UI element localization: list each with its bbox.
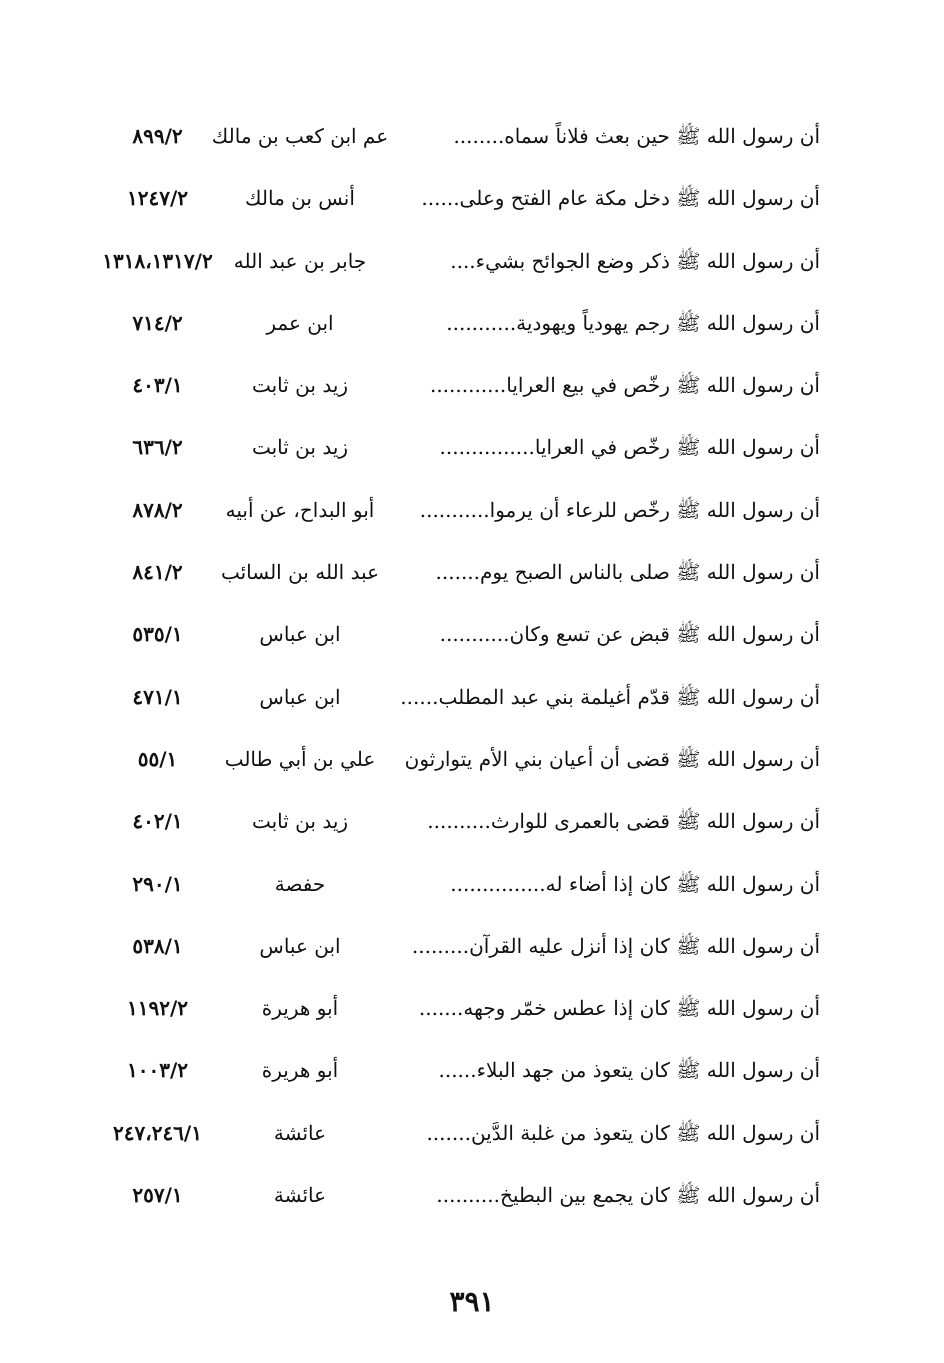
hadith-text: أن رسول الله ﷺ كان إذا عطس خمّر وجهه....... [418, 996, 820, 1021]
volume-page-reference: ٥٣٥/١ [132, 622, 183, 647]
index-entry [95, 357, 820, 419]
index-entry [95, 108, 820, 170]
index-entry [95, 980, 820, 1042]
volume-page-reference: ٧١٤/٢ [132, 310, 183, 335]
index-entry [95, 918, 820, 980]
volume-page-reference: ٨٧٨/٢ [132, 497, 183, 522]
hadith-text: أن رسول الله ﷺ رجم يهودياً ويهودية........... [446, 310, 820, 335]
narrator-name: أبو البداح، عن أبيه [225, 497, 375, 522]
narrator-name: جابر بن عبد الله [233, 248, 367, 273]
narrator-name: أبو هريرة [261, 1058, 339, 1083]
index-entry [95, 669, 820, 731]
narrator-name: عبد الله بن السائب [220, 560, 380, 585]
narrator-name: علي بن أبي طالب [224, 746, 376, 771]
narrator-name: ابن عباس [259, 684, 341, 709]
narrator-name: عائشة [273, 1120, 327, 1145]
hadith-text: أن رسول الله ﷺ كان يتعوذ من غلبة الدَّين....... [426, 1120, 820, 1145]
volume-page-reference: ١١٩٢/٢ [126, 996, 188, 1021]
volume-page-reference: ١٣١٨،١٣١٧/٢ [102, 248, 213, 273]
hadith-text: أن رسول الله ﷺ ذكر وضع الجوائح بشيء.... [450, 248, 820, 273]
volume-page-reference: ٤٧١/١ [132, 684, 183, 709]
narrator-name: ابن عمر [266, 310, 334, 335]
volume-page-reference: ٨٤١/٢ [132, 560, 183, 585]
index-entry [95, 606, 820, 668]
narrator-name: أبو هريرة [261, 996, 339, 1021]
index-entry [95, 731, 820, 793]
narrator-name: أنس بن مالك [245, 186, 355, 211]
narrator-name: عائشة [273, 1183, 327, 1208]
hadith-text: أن رسول الله ﷺ حين بعث فلاناً سماه........ [453, 124, 820, 148]
volume-page-reference: ٤٠٢/١ [132, 809, 183, 834]
index-entry [95, 233, 820, 295]
hadith-text: أن رسول الله ﷺ صلى بالناس الصبح يوم....... [435, 560, 820, 585]
volume-page-reference: ٨٩٩/٢ [132, 124, 183, 148]
index-entry [95, 1167, 820, 1229]
volume-page-reference: ٤٠٣/١ [132, 373, 183, 398]
hadith-text: أن رسول الله ﷺ كان يجمع بين البطيخ.......... [436, 1183, 820, 1208]
hadith-text: أن رسول الله ﷺ قضى أن أعيان بني الأم يتوارثون [404, 746, 820, 771]
index-entry [95, 419, 820, 481]
index-entry [95, 482, 820, 544]
narrator-name: ابن عباس [259, 933, 341, 958]
hadith-text: أن رسول الله ﷺ قبض عن تسع وكان........... [439, 622, 820, 647]
hadith-text: أن رسول الله ﷺ دخل مكة عام الفتح وعلى...... [421, 186, 820, 211]
narrator-name: عم ابن كعب بن مالك [211, 124, 389, 148]
volume-page-reference: ٢٤٧،٢٤٦/١ [113, 1120, 202, 1145]
volume-page-reference: ٥٥/١ [137, 746, 178, 771]
narrator-name: زيد بن ثابت [251, 809, 349, 834]
index-entry [95, 793, 820, 855]
index-entry [95, 544, 820, 606]
index-entry [95, 295, 820, 357]
index-entry [95, 170, 820, 232]
hadith-text: أن رسول الله ﷺ قدّم أغيلمة بني عبد المطلب...... [400, 684, 820, 709]
index-entry [95, 1105, 820, 1167]
hadith-index-list [95, 108, 820, 1229]
volume-page-reference: ٢٩٠/١ [132, 871, 183, 896]
volume-page-reference: ٦٣٦/٢ [132, 435, 183, 460]
hadith-text: أن رسول الله ﷺ رخّص في العرايا............... [439, 435, 820, 460]
volume-page-reference: ١٢٤٧/٢ [126, 186, 188, 211]
hadith-text: أن رسول الله ﷺ رخّص في بيع العرايا............ [429, 373, 820, 398]
hadith-text: أن رسول الله ﷺ قضى بالعمرى للوارث.......... [427, 809, 820, 834]
volume-page-reference: ١٠٠٣/٢ [126, 1058, 188, 1083]
volume-page-reference: ٢٥٧/١ [132, 1183, 183, 1208]
narrator-name: زيد بن ثابت [251, 373, 349, 398]
narrator-name: زيد بن ثابت [251, 435, 349, 460]
hadith-text: أن رسول الله ﷺ رخّص للرعاء أن يرموا........... [419, 497, 820, 522]
page-number: ٣٩١ [449, 1285, 495, 1318]
index-entry [95, 856, 820, 918]
volume-page-reference: ٥٣٨/١ [132, 933, 183, 958]
index-entry [95, 1042, 820, 1104]
narrator-name: حفصة [274, 871, 326, 896]
hadith-text: أن رسول الله ﷺ كان إذا أنزل عليه القرآن......... [411, 933, 820, 958]
hadith-text: أن رسول الله ﷺ كان يتعوذ من جهد البلاء...... [438, 1058, 820, 1083]
narrator-name: ابن عباس [259, 622, 341, 647]
hadith-text: أن رسول الله ﷺ كان إذا أضاء له............... [450, 871, 820, 896]
